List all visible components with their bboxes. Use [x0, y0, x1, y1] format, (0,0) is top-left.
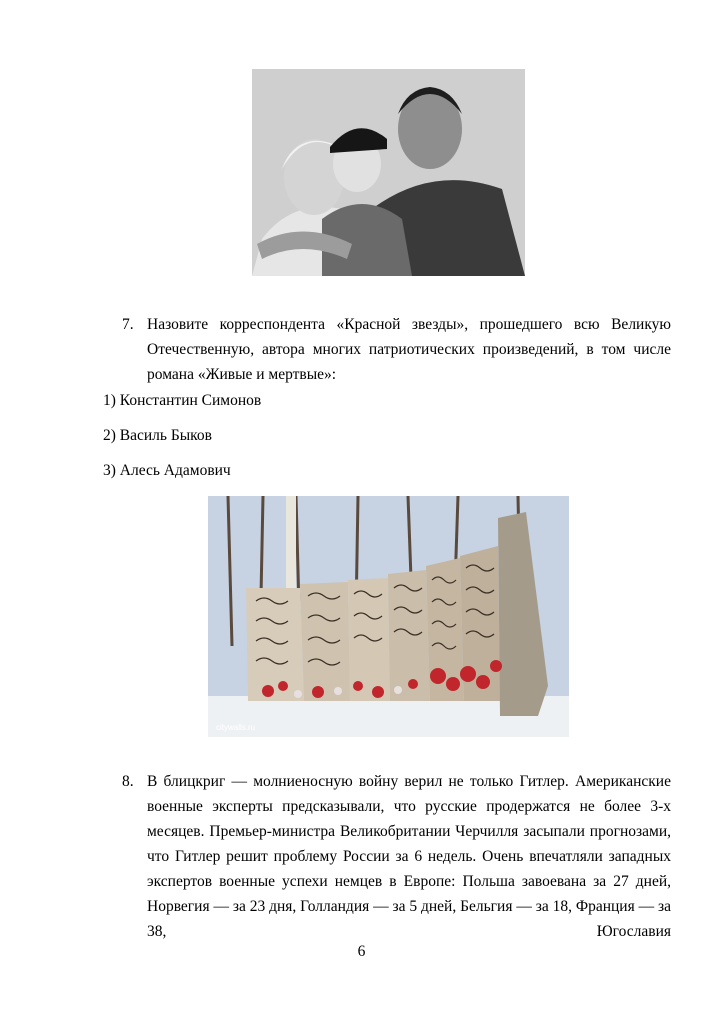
- question-7: [122, 312, 671, 387]
- memorial-photo: [208, 496, 569, 737]
- page-number: 6: [357, 943, 366, 960]
- answer-option-1: 1) Константин Симонов: [103, 392, 262, 409]
- photo-watermark: citywalls.ru: [216, 723, 256, 732]
- question-number: 7.: [122, 316, 134, 333]
- answer-option-3: 3) Алесь Адамович: [103, 462, 231, 479]
- answer-option-2: 2) Василь Быков: [103, 427, 212, 444]
- question-8: [122, 769, 671, 944]
- question-number: 8.: [122, 773, 134, 790]
- question-text: Назовите корреспондента «Красной звезды», прошедшего всю Великую Отечественную, автора многих патриотических произведений, в том числе романа «Живые и мертвые»:: [147, 316, 671, 383]
- question-text: В блицкриг — молниеносную войну верил не только Гитлер. Американские военные эксперты предсказывали, что русские продержатся не более 3-х месяцев. Премьер-министра Великобритании Черчилля засыпали прогнозами, что Гитлер решит проблему России за 6 недель. Очень впечатляли западных экспертов военные успехи немцев в Европе: Польша завоевана за 27 дней, Норвегия — за 23 дня, Голландия — за 5 дней, Бельгия — за 18, Франция — за 38, Югославия: [147, 773, 671, 940]
- family-photo: [252, 69, 525, 276]
